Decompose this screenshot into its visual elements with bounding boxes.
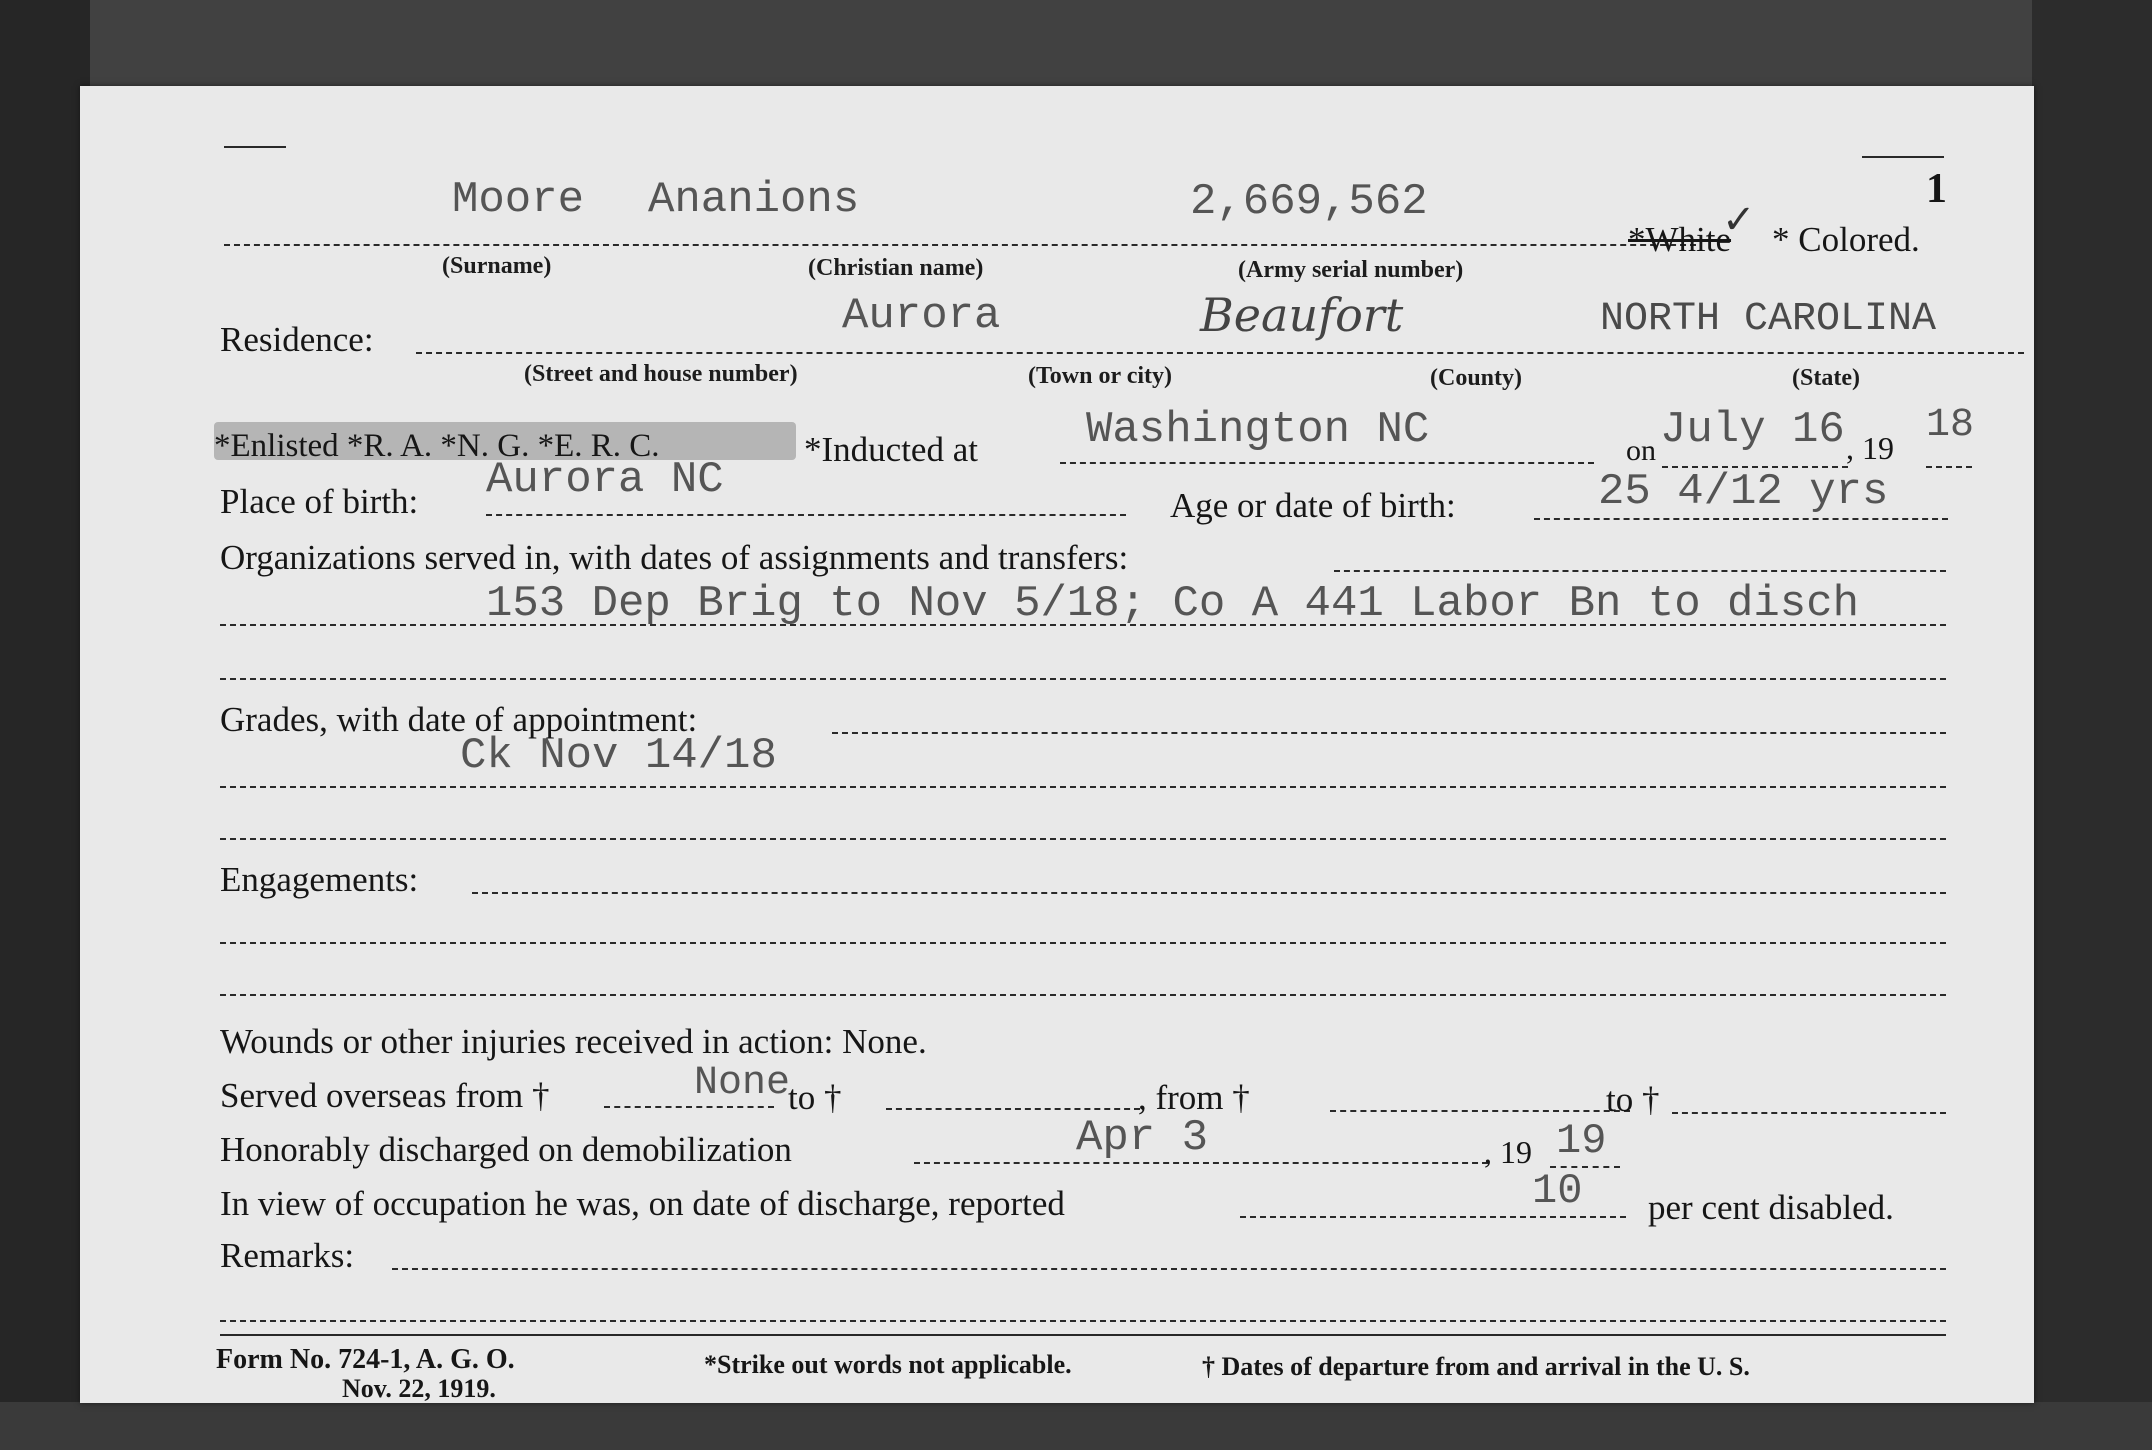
organizations-label: Organizations served in, with dates of assignments and transfers:: [220, 538, 1129, 577]
christian-name-value: Ananions: [648, 175, 860, 225]
organizations-line-2: [220, 624, 1946, 626]
grades-line-3: [220, 838, 1946, 840]
overseas-label: Served overseas from †: [220, 1076, 550, 1115]
residence-line: [416, 352, 2024, 354]
form-number: Form No. 724-1, A. G. O.: [216, 1344, 515, 1375]
inducted-place-line: [1060, 462, 1594, 464]
scan-background-bottom: [0, 1402, 2152, 1450]
footer-rule: [220, 1334, 1946, 1336]
inducted-place-value: Washington NC: [1086, 405, 1430, 455]
remarks-line-1: [392, 1268, 1946, 1270]
organizations-line-1: [1334, 570, 1946, 572]
enlisted-options: *Enlisted *R. A. *N. G. *E. R. C.: [214, 428, 660, 464]
discharged-year-prefix: , 19: [1484, 1134, 1532, 1170]
disabled-pct-value: 10: [1532, 1167, 1583, 1215]
surname-value: Moore: [452, 175, 585, 225]
caption-county: (County): [1430, 365, 1523, 391]
inducted-date-value: July 16: [1660, 405, 1845, 455]
birth-place-line: [486, 514, 1126, 516]
caption-town: (Town or city): [1028, 363, 1172, 389]
discharged-date-value: Apr 3: [1076, 1113, 1209, 1163]
residence-label: Residence:: [220, 320, 374, 359]
engagements-line-3: [220, 994, 1946, 996]
remarks-label: Remarks:: [220, 1236, 355, 1275]
grades-value: Ck Nov 14/18: [460, 731, 777, 781]
organizations-value: 153 Dep Brig to Nov 5/18; Co A 441 Labor Bn to disch: [486, 579, 1860, 629]
form-date: Nov. 22, 1919.: [342, 1374, 496, 1403]
service-record-card: [80, 86, 2034, 1403]
grades-line-1: [832, 732, 1946, 734]
inducted-year-prefix: , 19: [1846, 430, 1894, 466]
scan-background-left: [0, 0, 90, 1450]
organizations-line-3: [220, 678, 1946, 680]
serial-number-value: 2,669,562: [1190, 177, 1428, 227]
scan-background-right: [2032, 0, 2152, 1450]
name-line: [224, 244, 1696, 246]
race-colored-option: * Colored.: [1772, 220, 1920, 259]
engagements-line-2: [220, 942, 1946, 944]
residence-town-value: Aurora: [842, 291, 1001, 341]
birth-place-value: Aurora NC: [486, 455, 724, 505]
age-label: Age or date of birth:: [1170, 486, 1456, 525]
residence-county-value: Beaufort: [1200, 288, 1404, 342]
footnote-strike: *Strike out words not applicable.: [704, 1350, 1072, 1379]
discharged-date-line: [914, 1162, 1488, 1164]
footnote-dates: † Dates of departure from and arrival in the U. S.: [1202, 1352, 1750, 1381]
residence-state-value: NORTH CAROLINA: [1600, 297, 1937, 342]
overseas-to2-line: [1672, 1112, 1946, 1114]
overseas-from2-line: [1330, 1110, 1630, 1112]
caption-serial-number: (Army serial number): [1238, 257, 1464, 283]
overseas-to-line: [886, 1108, 1140, 1110]
caption-christian-name: (Christian name): [808, 255, 984, 281]
card-number: 1: [1926, 166, 1947, 212]
overseas-from-value: None: [694, 1061, 791, 1106]
wounds-text: Wounds or other injuries received in action: None.: [220, 1022, 927, 1061]
age-value: 25 4/12 yrs: [1598, 467, 1889, 517]
occupation-label: In view of occupation he was, on date of discharge, reported: [220, 1184, 1065, 1223]
age-line: [1534, 518, 1948, 520]
top-left-rule: [224, 146, 286, 148]
check-mark-icon: ✓: [1722, 197, 1756, 242]
disabled-suffix: per cent disabled.: [1648, 1188, 1894, 1227]
caption-street: (Street and house number): [524, 361, 798, 387]
discharged-year-value: 19: [1556, 1117, 1607, 1165]
inducted-label: *Inducted at: [804, 430, 978, 469]
engagements-label: Engagements:: [220, 860, 419, 899]
birth-place-label: Place of birth:: [220, 482, 419, 521]
caption-surname: (Surname): [442, 253, 552, 279]
on-label: on: [1626, 434, 1656, 467]
overseas-from-line: [604, 1106, 774, 1108]
caption-state: (State): [1792, 365, 1860, 391]
grades-label: Grades, with date of appointment:: [220, 700, 698, 739]
discharged-label: Honorably discharged on demobilization: [220, 1130, 792, 1169]
overseas-from2-label: , from †: [1138, 1078, 1250, 1117]
overseas-to-label: to †: [788, 1078, 842, 1117]
race-white-option: *White: [1628, 220, 1732, 259]
disabled-line: [1240, 1216, 1626, 1218]
grades-line-2: [220, 786, 1946, 788]
remarks-line-2: [220, 1320, 1946, 1322]
overseas-to2-label: to †: [1606, 1080, 1660, 1119]
top-right-rule: [1862, 156, 1944, 158]
engagements-line-1: [472, 892, 1946, 894]
scan-background-top: [0, 0, 2152, 88]
inducted-year-line: [1926, 466, 1972, 468]
inducted-year-value: 18: [1926, 403, 1975, 448]
